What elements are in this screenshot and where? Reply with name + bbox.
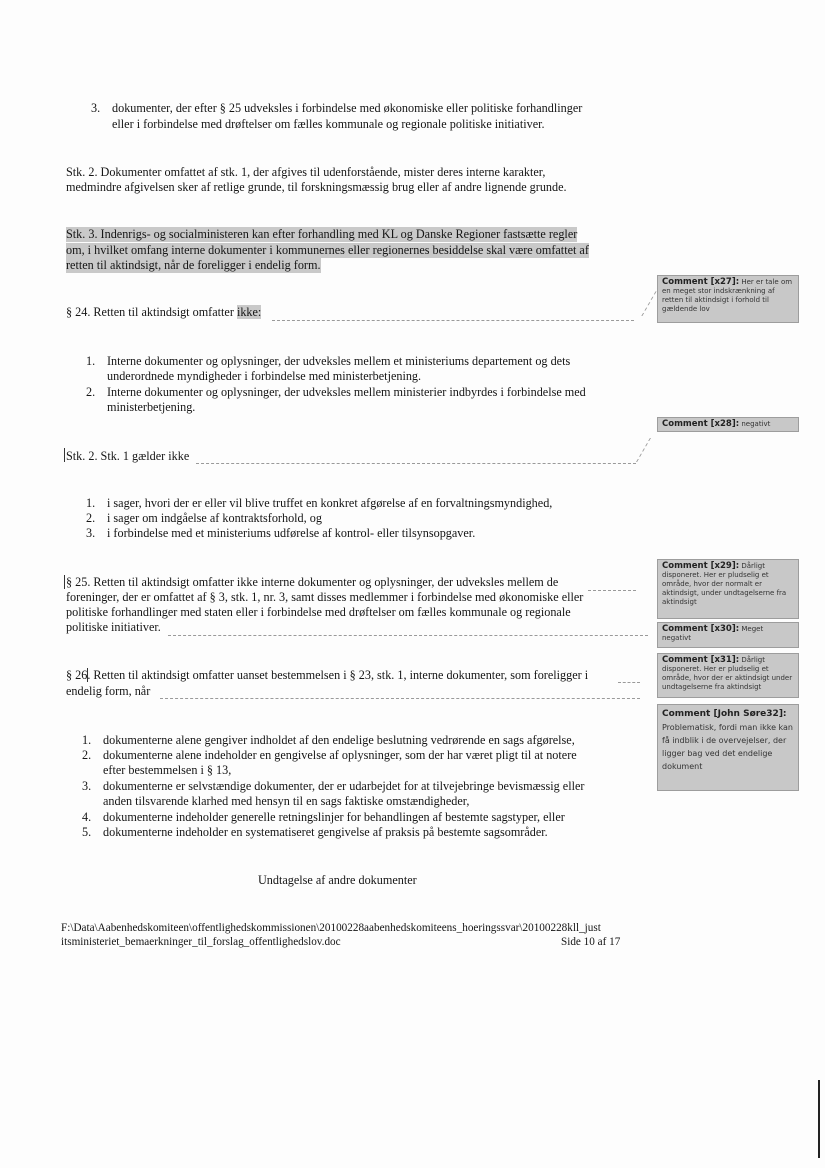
- list-number: 3.: [91, 101, 101, 115]
- paragraph-line: endelig form, når: [66, 684, 151, 698]
- comment-text: Her er tale om en meget stor indskrænkning af retten til aktindsigt i forhold til gældende lov: [662, 278, 793, 313]
- list-number: 3.: [86, 526, 96, 540]
- comment-text: Dårligt disponeret. Her er pludselig et område, hvor der normalt er aktindsigt, under undtagelserne fra aktindsigt: [662, 562, 787, 606]
- list-item-text: eller i forbindelse med drøftelser om fælles kommunale og regionale politiske initiativer.: [112, 117, 545, 131]
- comment-balloon-john-sore32[interactable]: [657, 704, 799, 791]
- footer-file-path: itsministeriet_bemaerkninger_til_forslag_offentlighedslov.doc: [61, 936, 341, 948]
- paragraph-line: Stk. 2. Dokumenter omfattet af stk. 1, der afgives til udenforstående, mister deres interne karakter,: [66, 165, 546, 179]
- paragraph-line: medmindre afgivelsen sker af retlige grunde, til forskningsmæssig brug eller af andre lignende grunde.: [66, 180, 567, 194]
- list-item-text: anden tilsvarende klarhed med hensyn til en sags faktiske omstændigheder,: [103, 794, 470, 808]
- list-item-text: Interne dokumenter og oplysninger, der udveksles mellem ministerier indbyrdes i forbindelse med: [107, 385, 586, 399]
- list-item-text: i forbindelse med et ministeriums udførelse af kontrol- eller tilsynsopgaver.: [107, 526, 476, 540]
- comment-anchor-line: [588, 590, 636, 591]
- footer-file-path: F:\Data\Aabenhedskomiteen\offentlighedskommissionen\20100228aabenhedskomiteens_hoeringssvar\20100228kll_just: [61, 922, 601, 934]
- section-24-highlight: ikke:: [236, 305, 262, 319]
- list-item-text: dokumenterne alene gengiver indholdet af den endelige beslutning vedrørende en sags afgørelse,: [103, 733, 575, 747]
- comment-text: Problematisk, fordi man ikke kan få indblik i de overvejelser, der ligger bag ved det endelige dokument: [662, 723, 793, 771]
- comment-label: Comment [x28]:: [662, 419, 740, 429]
- list-item-text: dokumenter, der efter § 25 udveksles i forbindelse med økonomiske eller politiske forhandlinger: [112, 101, 583, 115]
- list-item-text: Interne dokumenter og oplysninger, der udveksles mellem et ministeriums departement og dets: [107, 354, 571, 368]
- paragraph-line: politiske forhandlinger med staten eller i forbindelse med drøftelser om fælles kommunale og regionale: [66, 605, 571, 619]
- list-item-text: dokumenterne indeholder generelle retningslinjer for behandlingen af bestemte sagstyper, eller: [103, 810, 565, 824]
- comment-balloon-x31[interactable]: [657, 653, 799, 698]
- list-item-text: ministerbetjening.: [107, 400, 196, 414]
- comment-label: Comment [x27]:: [662, 277, 740, 287]
- comment-anchor-line: [272, 320, 634, 321]
- list-number: 4.: [82, 810, 92, 824]
- list-number: 2.: [86, 385, 96, 399]
- list-number: 5.: [82, 825, 92, 839]
- comment-balloon-x27[interactable]: [657, 275, 799, 323]
- comment-anchor-line: [618, 682, 640, 683]
- list-number: 2.: [82, 748, 92, 762]
- comment-label: Comment [x30]:: [662, 624, 740, 634]
- comment-text: Dårligt disponeret. Her er pludselig et område, hvor der er aktindsigt under undtagelserne fra aktindsigt: [662, 656, 793, 691]
- comment-balloon-x28[interactable]: [657, 417, 799, 432]
- highlighted-paragraph-line: om, i hvilket omfang interne dokumenter i kommunernes eller regionernes besiddelse skal være omfattet af: [66, 243, 589, 257]
- list-item-text: dokumenterne indeholder en systematiseret gengivelse af praksis på bestemte sagsområder.: [103, 825, 548, 839]
- comment-connector: [636, 438, 651, 462]
- text-cursor-mark: [64, 575, 65, 589]
- section-24-text: § 24. Retten til aktindsigt omfatter: [66, 305, 237, 319]
- list-number: 3.: [82, 779, 92, 793]
- comment-label: Comment [x29]:: [662, 561, 740, 571]
- list-number: 2.: [86, 511, 96, 525]
- paragraph-line: foreninger, der er omfattet af § 3, stk. 1, nr. 3, samt disses medlemmer i forbindelse med økonomiske eller: [66, 590, 584, 604]
- section-24-heading: [66, 305, 261, 320]
- list-item-text: dokumenterne er selvstændige dokumenter, der er udarbejdet for at tilvejebringe bevismæssig eller: [103, 779, 585, 793]
- text-cursor-mark: [87, 668, 88, 682]
- text-cursor-mark: [64, 448, 65, 462]
- scan-edge-mark: [818, 1080, 820, 1158]
- list-number: 1.: [86, 354, 96, 368]
- paragraph-line: Stk. 2. Stk. 1 gælder ikke: [66, 449, 190, 463]
- comment-anchor-line: [160, 698, 640, 699]
- comment-anchor-line: [196, 463, 636, 464]
- page-number: Side 10 af 17: [561, 936, 621, 948]
- list-item-text: underordnede myndigheder i forbindelse med ministerbetjening.: [107, 369, 422, 383]
- highlighted-paragraph-line: retten til aktindsigt, når de foreligger i endelig form.: [66, 258, 321, 272]
- paragraph-line: § 26. Retten til aktindsigt omfatter uanset bestemmelsen i § 23, stk. 1, interne dokumenter, som foreligger i: [66, 668, 589, 682]
- highlighted-paragraph-line: Stk. 3. Indenrigs- og socialministeren kan efter forhandling med KL og Danske Regioner fastsætte regler: [66, 227, 578, 241]
- comment-balloon-x30[interactable]: [657, 622, 799, 648]
- comment-balloon-x29[interactable]: [657, 559, 799, 619]
- comment-text: negativt: [741, 420, 771, 428]
- section-heading: Undtagelse af andre dokumenter: [258, 873, 417, 887]
- list-item-text: i sager om indgåelse af kontraktsforhold, og: [107, 511, 322, 525]
- paragraph-line: § 25. Retten til aktindsigt omfatter ikke interne dokumenter og oplysninger, der udveksles mellem de: [66, 575, 559, 589]
- list-number: 1.: [86, 496, 96, 510]
- list-item-text: efter bestemmelsen i § 13,: [103, 763, 232, 777]
- comment-anchor-line: [168, 635, 648, 636]
- comment-text: Meget negativt: [662, 625, 764, 642]
- paragraph-line: politiske initiativer.: [66, 620, 161, 634]
- list-item-text: dokumenterne alene indeholder en gengivelse af oplysninger, som der har været pligt til at notere: [103, 748, 577, 762]
- comment-label: Comment [John Søre32]:: [662, 709, 787, 719]
- list-number: 1.: [82, 733, 92, 747]
- list-item-text: i sager, hvori der er eller vil blive truffet en konkret afgørelse af en forvaltningsmyndighed,: [107, 496, 553, 510]
- comment-label: Comment [x31]:: [662, 655, 740, 665]
